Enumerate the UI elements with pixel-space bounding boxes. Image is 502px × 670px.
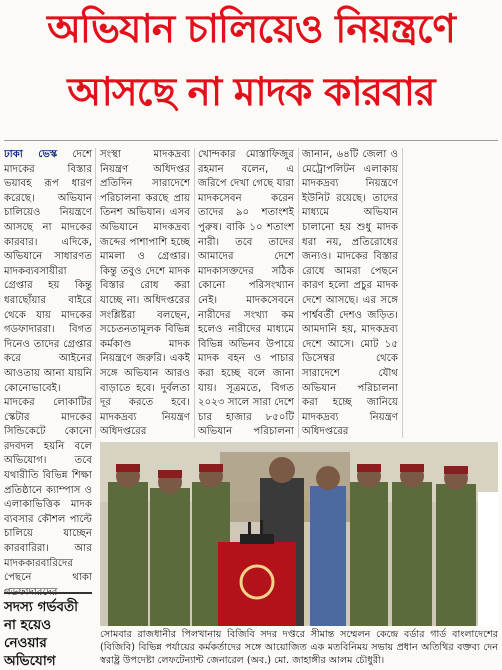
article-column-3 — [198, 148, 294, 438]
photo-illustration — [100, 442, 498, 626]
article-column-5 — [406, 148, 498, 438]
column-divider — [194, 148, 195, 438]
side-headline-rule — [4, 592, 92, 594]
headline-divider — [4, 140, 498, 141]
press-briefing-photo — [100, 442, 498, 626]
headline-line-2: আসছে না মাদক কারবার — [67, 70, 435, 115]
article-text-2: সংস্থা মাদকদ্রব্য নিয়ন্ত্রণ অধিদপ্তর প্রতিদিন সারাদেশে পরিচালনা করছে প্রায় তিনশ অভিযান। এসব অভিযানে মাদকদ্রব্য জব্দের পাশাপাশি হচ্ছে মামলা ও গ্রেপ্তার। কিন্তু তবুও দেশে মাদক বিস্তার রোধ করা যাচ্ছে না। অধিদপ্তরের সংশ্লিষ্টরা বলছেন, সচেতনতামূলক বিভিন্ন কর্মকাণ্ড মাদক নিয়ন্ত্রণে জরুরি। একই সঙ্গে অভিযান আরও বাড়াতে হবে। দুর্বলতা দূর করতে হবে। মাদকদ্রব্য নিয়ন্ত্রণ অধিদপ্তরের — [100, 149, 190, 438]
article-text-3: খোন্দকার মোস্তাফিজুর রহমান বলেন, এ জরিপে দেখা গেছে যারা মাদকসেবন করেন তাদের ৯০ শতাংশই পুরুষ। বাকি ১০ শতাংশ নারী। তবে তাদের আমাদের দেশে মাদকাসক্তদের সঠিক কোনো পরিসংখ্যান নেই। মাদকসেবনে নারীদের সংখ্যা কম হলেও নারীদের মাধ্যমে বিভিন্ন অভিনব উপায়ে মাদক বহন ও পাচার করা হচ্ছে বলে জানা যায়। সূত্রমতে, বিগত ২০২৩ সালে সারা দেশে চার হাজার ৮৫০টি অভিযান পরিচালনা — [198, 149, 294, 438]
article-column-1 — [4, 148, 92, 596]
column-divider — [95, 148, 96, 438]
side-headline: সদস্য গর্ভবতী না হয়েও নেওয়ার অভিযোগ — [4, 599, 78, 669]
photo-caption: সোমবার রাজধানীর পিলখানায় বিজিবি সদর দপ্তরে সীমান্ত সম্মেলন কেন্দ্রে বর্ডার গার্ড বাংলাদেশের (বিজিবি) বিভিন্ন পর্যায়ের কর্মকর্তাদের সঙ্গে আয়োজিত এক মতবিনিময় সভায় প্রধান অতিথির বক্তব্য দেন স্বরাষ্ট্র উপদেষ্টা লেফটেন্যান্ট জেনারেল (অব.) মো. জাহাঙ্গীর আলম চৌধুরী। — [100, 629, 498, 666]
column-divider — [402, 148, 403, 438]
dateline: ঢাকা ভেস্ক — [4, 149, 58, 160]
article-column-4 — [302, 148, 398, 438]
headline-line-1: অভিযান চালিয়েও নিয়ন্ত্রণে — [47, 7, 455, 52]
column-divider — [298, 148, 299, 438]
article-column-2 — [100, 148, 190, 438]
article-text-1: দেশে মাদকের বিস্তার ভয়াবহ রূপ ধারণ করেছে। অভিযান চালিয়েও নিয়ন্ত্রণে আসছে না মাদকের কারবার। এদিকে, অভিযানে সাধারণত মাদকব্যবসায়ীরা গ্রেপ্তার হয় কিন্তু ধরাছোঁয়ার বাইরে থেকে যায় মাদকের গডফাদাররা। বিগত দিনেও তাদের গ্রেপ্তার করে আইনের আওতায় আনা যায়নি কোনোভাবেই। মাদকের লোকাটির স্কেটার মাদকের সিন্ডিকেটে কোনো রদবদল হয়নি বলে অভিযোগ। তবে যথারীতি বিভিন্ন শিক্ষা প্রতিষ্ঠানে ক্যাম্পাস ও এলাকাভিত্তিক মাদক ব্যবসার কৌশল পাল্টে চালিয়ে যাচ্ছেন কারবারিরা। আর মাদককারবারিদের পেছনে থাকা — [4, 149, 92, 584]
article-text-4: জানান, ৬৪টি জেলা ও মেট্রোপলিটন এলাকায় মাদকদ্রব্য নিয়ন্ত্রণে ইউনিট রয়েছে। তাদের মাধ্যমে অভিযান চালানো হয় শুধু মাদক ধরা নয়, প্রতিরোধের জন্যও। মাদকের বিস্তার রোধে আমরা পেছনে কারণ হলো প্রচুর মাদক দেশে আসছে। এর সঙ্গে পার্শ্ববর্তী দেশও জড়িত। আমদানি হয়, মাদকদ্রব্য দেশে আসে। মোট ১৫ ডিসেম্বর থেকে সারাদেশে যৌথ অভিযান পরিচালনা করা হচ্ছে জানিয়ে মাদকদ্রব্য নিয়ন্ত্রণ অধিদপ্তরের — [302, 149, 398, 438]
